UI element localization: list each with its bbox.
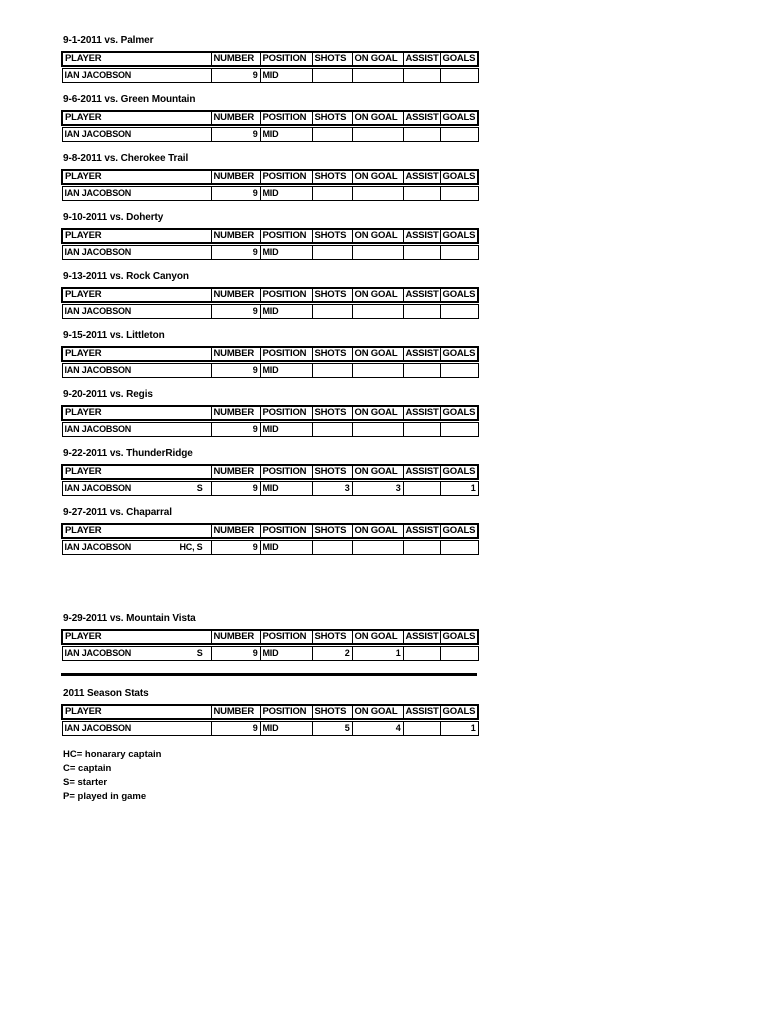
assist-cell bbox=[403, 647, 440, 661]
column-header: SHOTS bbox=[312, 524, 352, 538]
table-row bbox=[62, 305, 478, 319]
column-header: GOALS bbox=[440, 52, 478, 66]
player-flags: S bbox=[196, 648, 203, 658]
on-goal-cell: 1 bbox=[352, 647, 403, 661]
player-name: IAN JACOBSON bbox=[64, 542, 132, 552]
shots-cell: 3 bbox=[312, 482, 352, 496]
player-name: IAN JACOBSON bbox=[64, 306, 132, 316]
on-goal-cell bbox=[352, 187, 403, 201]
column-header: ON GOAL bbox=[352, 465, 403, 479]
game-title: 9-8-2011 vs. Cherokee Trail bbox=[63, 153, 189, 164]
on-goal-cell bbox=[352, 246, 403, 260]
section-divider bbox=[61, 673, 477, 676]
column-header: PLAYER bbox=[62, 524, 211, 538]
header-row bbox=[62, 705, 478, 719]
header-row bbox=[62, 630, 478, 644]
column-header: NUMBER bbox=[211, 288, 260, 302]
player-name: IAN JACOBSON bbox=[64, 129, 132, 139]
column-header: ASSIST bbox=[403, 705, 440, 719]
game-title: 2011 Season Stats bbox=[63, 688, 149, 699]
column-header: ON GOAL bbox=[352, 705, 403, 719]
stats-table bbox=[61, 629, 479, 661]
header-row bbox=[62, 111, 478, 125]
game-title: 9-6-2011 vs. Green Mountain bbox=[63, 94, 196, 105]
column-header: GOALS bbox=[440, 524, 478, 538]
assist-cell bbox=[403, 187, 440, 201]
game-title: 9-15-2011 vs. Littleton bbox=[63, 330, 165, 341]
game-block bbox=[61, 507, 477, 555]
column-header: SHOTS bbox=[312, 229, 352, 243]
header-row bbox=[62, 524, 478, 538]
number-cell: 9 bbox=[211, 128, 260, 142]
game-block bbox=[61, 448, 477, 496]
header-row bbox=[62, 288, 478, 302]
column-header: ASSIST bbox=[403, 347, 440, 361]
stats-table bbox=[61, 169, 479, 201]
legend-item: HC= honarary captain bbox=[63, 749, 162, 760]
shots-cell bbox=[312, 128, 352, 142]
table-row bbox=[62, 647, 478, 661]
shots-cell bbox=[312, 187, 352, 201]
game-block bbox=[61, 212, 477, 260]
goals-cell bbox=[440, 541, 478, 555]
shots-cell bbox=[312, 364, 352, 378]
position-cell: MID bbox=[260, 364, 312, 378]
header-row bbox=[62, 52, 478, 66]
column-header: ON GOAL bbox=[352, 524, 403, 538]
table-row bbox=[62, 482, 478, 496]
on-goal-cell bbox=[352, 69, 403, 83]
game-title: 9-13-2011 vs. Rock Canyon bbox=[63, 271, 189, 282]
game-block bbox=[61, 94, 477, 142]
column-header: PLAYER bbox=[62, 111, 211, 125]
column-header: GOALS bbox=[440, 347, 478, 361]
column-header: NUMBER bbox=[211, 111, 260, 125]
player-name: IAN JACOBSON bbox=[64, 247, 132, 257]
on-goal-cell bbox=[352, 423, 403, 437]
player-name: IAN JACOBSON bbox=[64, 483, 132, 493]
column-header: PLAYER bbox=[62, 229, 211, 243]
player-cell bbox=[62, 541, 211, 555]
player-name: IAN JACOBSON bbox=[64, 723, 132, 733]
column-header: ASSIST bbox=[403, 630, 440, 644]
player-flags: HC, S bbox=[179, 542, 203, 552]
column-header: ASSIST bbox=[403, 524, 440, 538]
goals-cell bbox=[440, 647, 478, 661]
goals-cell bbox=[440, 187, 478, 201]
goals-cell bbox=[440, 423, 478, 437]
player-cell bbox=[62, 187, 211, 201]
column-header: POSITION bbox=[260, 465, 312, 479]
column-header: ON GOAL bbox=[352, 347, 403, 361]
goals-cell: 1 bbox=[440, 482, 478, 496]
column-header: ON GOAL bbox=[352, 52, 403, 66]
goals-cell: 1 bbox=[440, 722, 478, 736]
player-cell bbox=[62, 482, 211, 496]
number-cell: 9 bbox=[211, 541, 260, 555]
game-title: 9-29-2011 vs. Mountain Vista bbox=[63, 613, 196, 624]
legend bbox=[63, 748, 161, 804]
column-header: NUMBER bbox=[211, 347, 260, 361]
header-row bbox=[62, 229, 478, 243]
position-cell: MID bbox=[260, 722, 312, 736]
stats-table bbox=[61, 464, 479, 496]
assist-cell bbox=[403, 69, 440, 83]
table-row bbox=[62, 128, 478, 142]
shots-cell: 5 bbox=[312, 722, 352, 736]
stats-table bbox=[61, 704, 479, 736]
on-goal-cell: 4 bbox=[352, 722, 403, 736]
column-header: POSITION bbox=[260, 288, 312, 302]
assist-cell bbox=[403, 246, 440, 260]
column-header: SHOTS bbox=[312, 705, 352, 719]
position-cell: MID bbox=[260, 69, 312, 83]
player-name: IAN JACOBSON bbox=[64, 648, 132, 658]
column-header: SHOTS bbox=[312, 347, 352, 361]
stats-table bbox=[61, 110, 479, 142]
player-name: IAN JACOBSON bbox=[64, 365, 132, 375]
game-block bbox=[61, 613, 477, 661]
column-header: POSITION bbox=[260, 229, 312, 243]
column-header: SHOTS bbox=[312, 170, 352, 184]
number-cell: 9 bbox=[211, 246, 260, 260]
header-row bbox=[62, 170, 478, 184]
on-goal-cell bbox=[352, 541, 403, 555]
player-cell bbox=[62, 647, 211, 661]
goals-cell bbox=[440, 364, 478, 378]
stats-table bbox=[61, 346, 479, 378]
position-cell: MID bbox=[260, 647, 312, 661]
table-row bbox=[62, 69, 478, 83]
game-block bbox=[61, 153, 477, 201]
player-cell bbox=[62, 364, 211, 378]
legend-item: C= captain bbox=[63, 763, 112, 774]
player-cell bbox=[62, 305, 211, 319]
stats-table bbox=[61, 51, 479, 83]
column-header: ON GOAL bbox=[352, 630, 403, 644]
legend-item: P= played in game bbox=[63, 791, 147, 802]
on-goal-cell bbox=[352, 364, 403, 378]
position-cell: MID bbox=[260, 246, 312, 260]
column-header: GOALS bbox=[440, 705, 478, 719]
assist-cell bbox=[403, 722, 440, 736]
column-header: PLAYER bbox=[62, 630, 211, 644]
column-header: POSITION bbox=[260, 524, 312, 538]
stats-table bbox=[61, 523, 479, 555]
shots-cell bbox=[312, 305, 352, 319]
goals-cell bbox=[440, 305, 478, 319]
column-header: SHOTS bbox=[312, 406, 352, 420]
header-row bbox=[62, 406, 478, 420]
shots-cell bbox=[312, 246, 352, 260]
column-header: PLAYER bbox=[62, 170, 211, 184]
shots-cell bbox=[312, 423, 352, 437]
column-header: POSITION bbox=[260, 705, 312, 719]
position-cell: MID bbox=[260, 128, 312, 142]
game-block bbox=[61, 35, 477, 83]
column-header: SHOTS bbox=[312, 52, 352, 66]
number-cell: 9 bbox=[211, 423, 260, 437]
table-row bbox=[62, 187, 478, 201]
on-goal-cell bbox=[352, 128, 403, 142]
assist-cell bbox=[403, 364, 440, 378]
player-cell bbox=[62, 246, 211, 260]
column-header: ON GOAL bbox=[352, 288, 403, 302]
player-cell bbox=[62, 423, 211, 437]
column-header: NUMBER bbox=[211, 705, 260, 719]
table-row bbox=[62, 541, 478, 555]
column-header: PLAYER bbox=[62, 465, 211, 479]
season-stats-block bbox=[61, 688, 477, 736]
shots-cell bbox=[312, 541, 352, 555]
header-row bbox=[62, 465, 478, 479]
column-header: SHOTS bbox=[312, 630, 352, 644]
position-cell: MID bbox=[260, 482, 312, 496]
column-header: SHOTS bbox=[312, 288, 352, 302]
game-title: 9-10-2011 vs. Doherty bbox=[63, 212, 164, 223]
header-row bbox=[62, 347, 478, 361]
column-header: POSITION bbox=[260, 406, 312, 420]
shots-cell bbox=[312, 69, 352, 83]
goals-cell bbox=[440, 69, 478, 83]
player-name: IAN JACOBSON bbox=[64, 188, 132, 198]
column-header: GOALS bbox=[440, 111, 478, 125]
number-cell: 9 bbox=[211, 305, 260, 319]
column-header: GOALS bbox=[440, 406, 478, 420]
column-header: PLAYER bbox=[62, 705, 211, 719]
game-block bbox=[61, 271, 477, 319]
column-header: NUMBER bbox=[211, 524, 260, 538]
on-goal-cell bbox=[352, 305, 403, 319]
column-header: ON GOAL bbox=[352, 170, 403, 184]
game-block bbox=[61, 330, 477, 378]
number-cell: 9 bbox=[211, 647, 260, 661]
legend-item: S= starter bbox=[63, 777, 108, 788]
column-header: GOALS bbox=[440, 229, 478, 243]
assist-cell bbox=[403, 482, 440, 496]
table-row bbox=[62, 364, 478, 378]
player-cell bbox=[62, 69, 211, 83]
column-header: ON GOAL bbox=[352, 111, 403, 125]
table-row bbox=[62, 423, 478, 437]
assist-cell bbox=[403, 128, 440, 142]
column-header: POSITION bbox=[260, 52, 312, 66]
stats-table bbox=[61, 228, 479, 260]
column-header: ASSIST bbox=[403, 170, 440, 184]
number-cell: 9 bbox=[211, 187, 260, 201]
number-cell: 9 bbox=[211, 364, 260, 378]
column-header: SHOTS bbox=[312, 465, 352, 479]
column-header: NUMBER bbox=[211, 229, 260, 243]
column-header: ASSIST bbox=[403, 406, 440, 420]
shots-cell: 2 bbox=[312, 647, 352, 661]
column-header: ON GOAL bbox=[352, 229, 403, 243]
goals-cell bbox=[440, 246, 478, 260]
goals-cell bbox=[440, 128, 478, 142]
assist-cell bbox=[403, 305, 440, 319]
column-header: NUMBER bbox=[211, 52, 260, 66]
column-header: GOALS bbox=[440, 465, 478, 479]
column-header: NUMBER bbox=[211, 465, 260, 479]
game-title: 9-20-2011 vs. Regis bbox=[63, 389, 153, 400]
column-header: SHOTS bbox=[312, 111, 352, 125]
number-cell: 9 bbox=[211, 722, 260, 736]
stats-table bbox=[61, 405, 479, 437]
column-header: ASSIST bbox=[403, 288, 440, 302]
column-header: ASSIST bbox=[403, 465, 440, 479]
column-header: PLAYER bbox=[62, 406, 211, 420]
column-header: PLAYER bbox=[62, 52, 211, 66]
column-header: ASSIST bbox=[403, 229, 440, 243]
table-row bbox=[62, 246, 478, 260]
column-header: POSITION bbox=[260, 170, 312, 184]
position-cell: MID bbox=[260, 305, 312, 319]
column-header: ASSIST bbox=[403, 52, 440, 66]
number-cell: 9 bbox=[211, 482, 260, 496]
player-name: IAN JACOBSON bbox=[64, 70, 132, 80]
column-header: GOALS bbox=[440, 288, 478, 302]
number-cell: 9 bbox=[211, 69, 260, 83]
position-cell: MID bbox=[260, 541, 312, 555]
column-header: POSITION bbox=[260, 347, 312, 361]
on-goal-cell: 3 bbox=[352, 482, 403, 496]
assist-cell bbox=[403, 541, 440, 555]
column-header: PLAYER bbox=[62, 347, 211, 361]
position-cell: MID bbox=[260, 187, 312, 201]
position-cell: MID bbox=[260, 423, 312, 437]
stats-table bbox=[61, 287, 479, 319]
column-header: POSITION bbox=[260, 111, 312, 125]
column-header: NUMBER bbox=[211, 170, 260, 184]
game-title: 9-27-2011 vs. Chaparral bbox=[63, 507, 172, 518]
player-flags: S bbox=[196, 483, 203, 493]
column-header: POSITION bbox=[260, 630, 312, 644]
column-header: ON GOAL bbox=[352, 406, 403, 420]
player-name: IAN JACOBSON bbox=[64, 424, 132, 434]
column-header: PLAYER bbox=[62, 288, 211, 302]
column-header: ASSIST bbox=[403, 111, 440, 125]
column-header: GOALS bbox=[440, 170, 478, 184]
column-header: GOALS bbox=[440, 630, 478, 644]
column-header: NUMBER bbox=[211, 406, 260, 420]
game-block bbox=[61, 389, 477, 437]
player-cell bbox=[62, 722, 211, 736]
table-row bbox=[62, 722, 478, 736]
column-header: NUMBER bbox=[211, 630, 260, 644]
game-title: 9-1-2011 vs. Palmer bbox=[63, 35, 154, 46]
player-cell bbox=[62, 128, 211, 142]
game-title: 9-22-2011 vs. ThunderRidge bbox=[63, 448, 193, 459]
assist-cell bbox=[403, 423, 440, 437]
